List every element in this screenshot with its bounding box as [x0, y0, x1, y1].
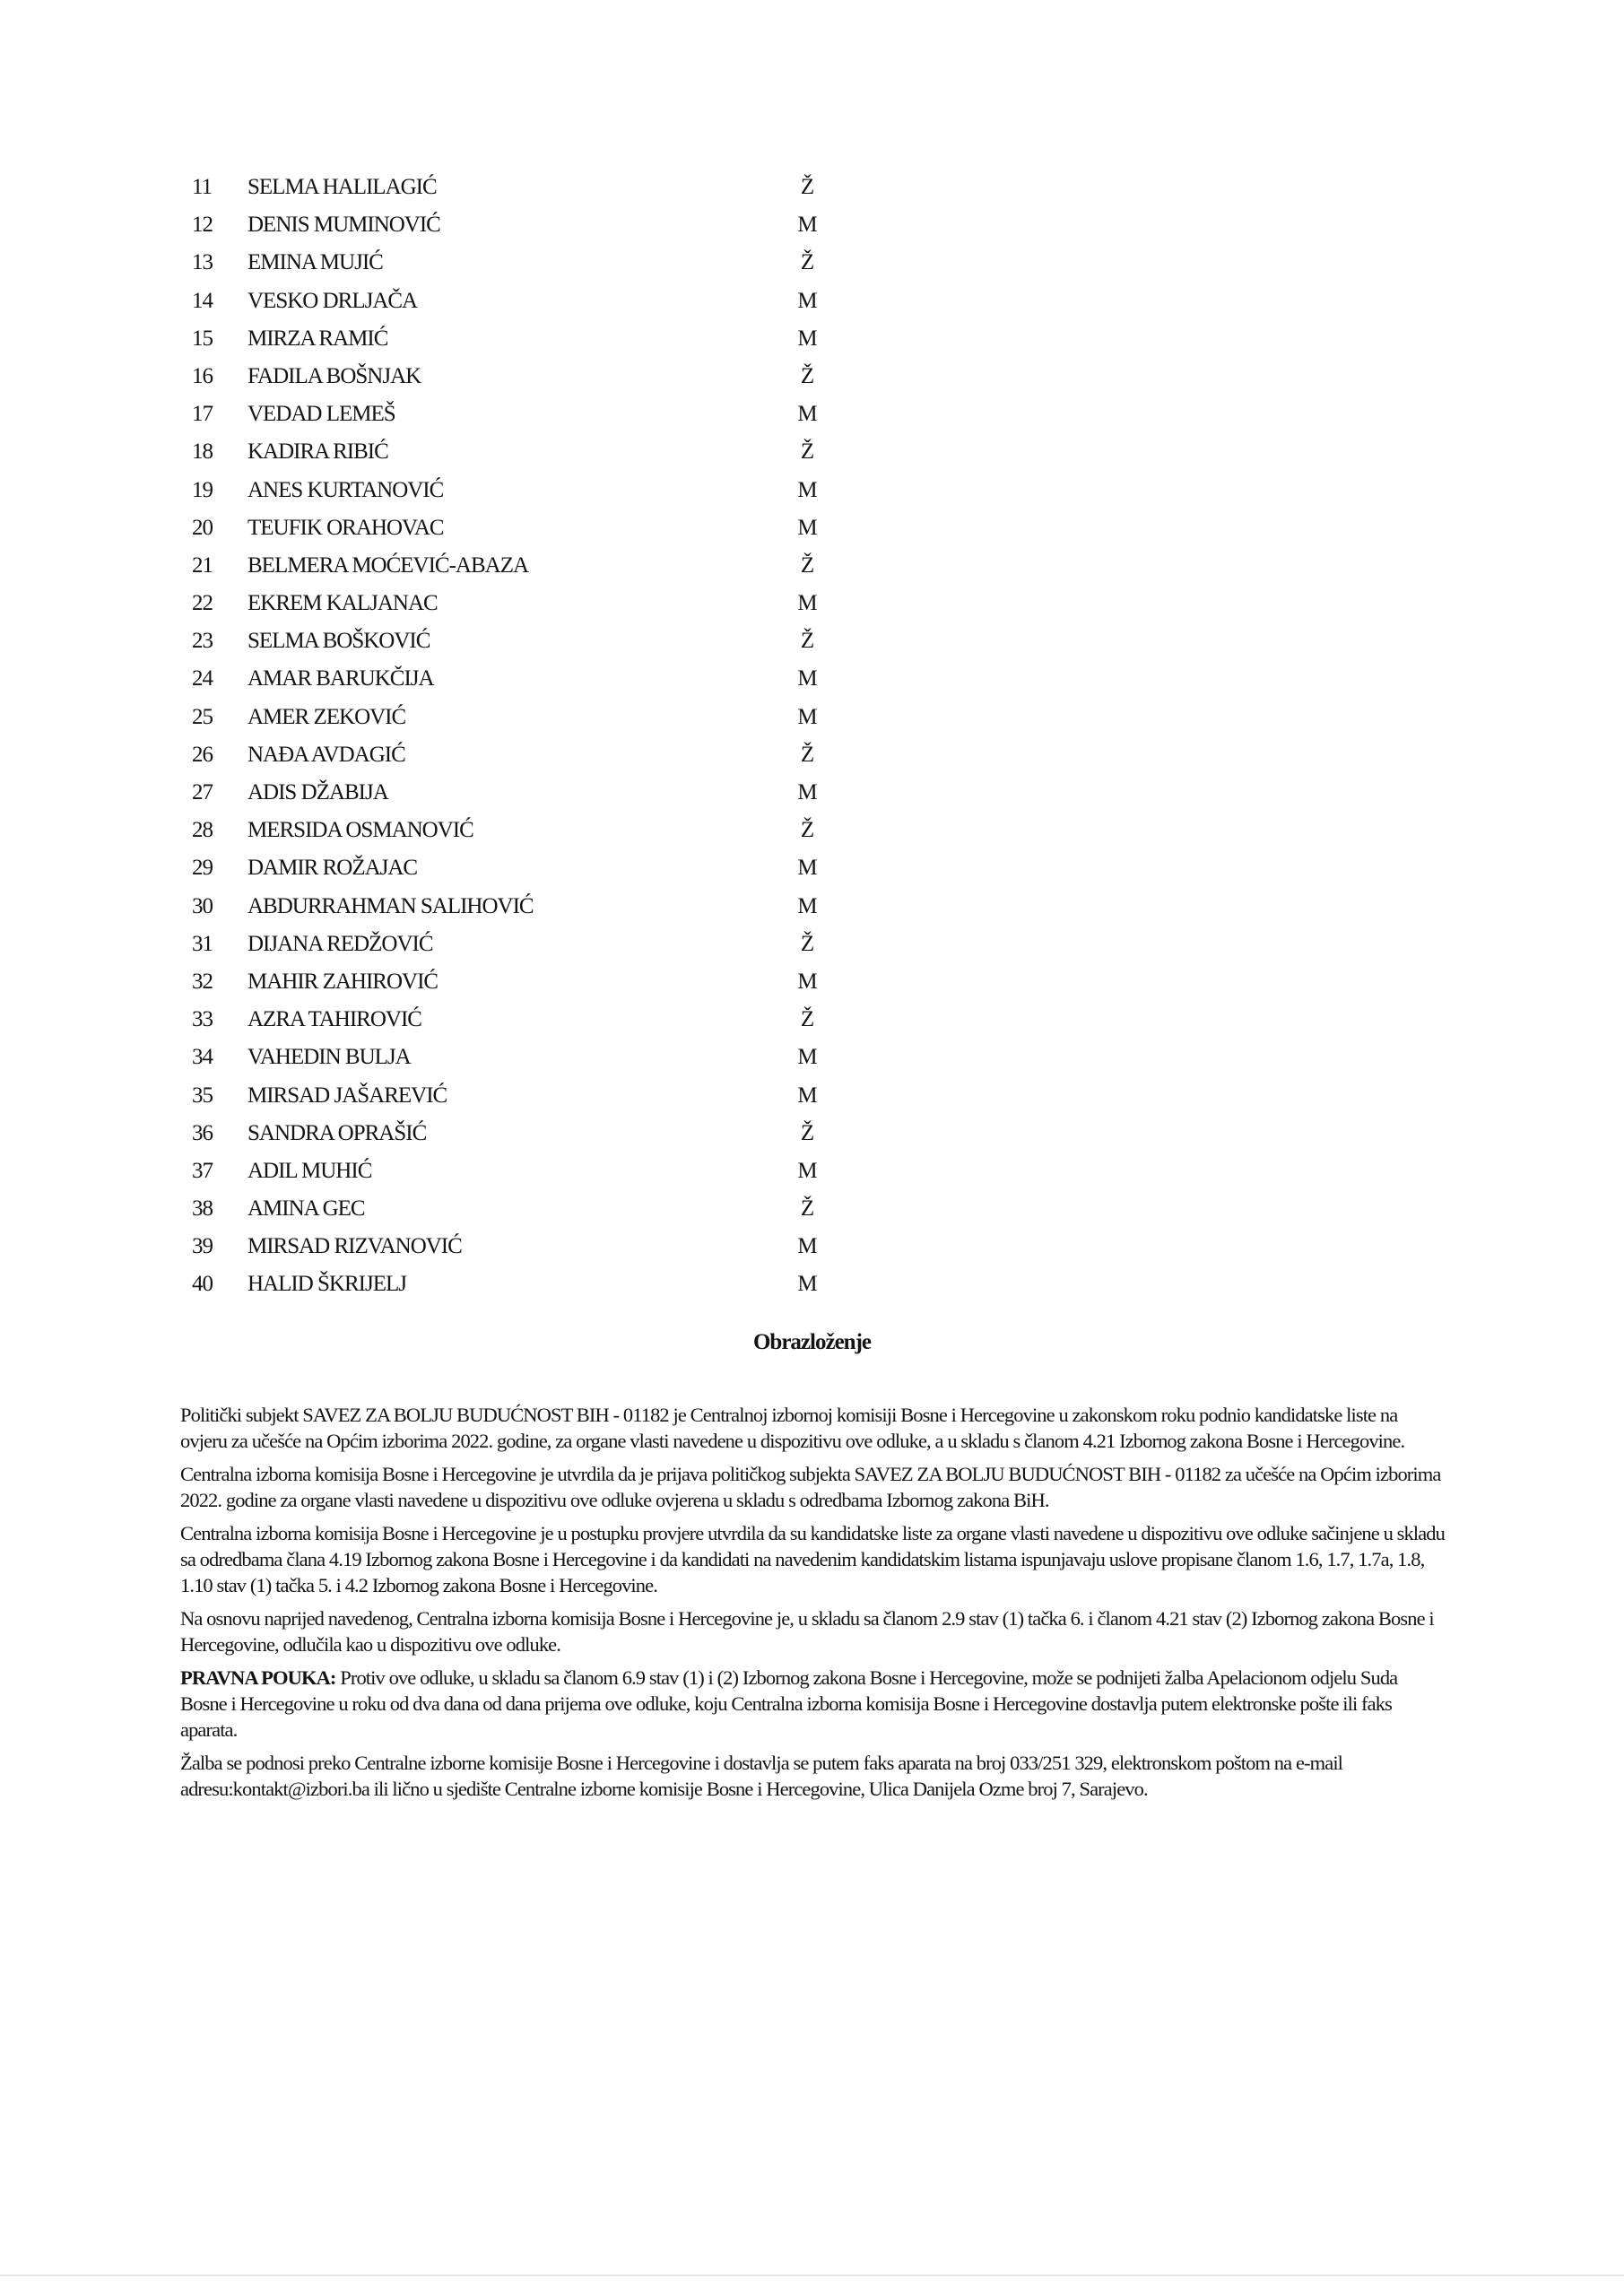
- candidate-row: [179, 1039, 861, 1076]
- candidate-row: [179, 1152, 861, 1190]
- candidate-number: 27: [192, 780, 213, 804]
- candidate-gender: M: [797, 969, 817, 994]
- candidate-row: [179, 660, 861, 698]
- candidate-name: ANES KURTANOVIĆ: [248, 477, 444, 502]
- candidate-row: [179, 472, 861, 509]
- candidate-name: BELMERA MOĆEVIĆ-ABAZA: [248, 552, 529, 578]
- candidate-gender: Ž: [800, 1007, 814, 1032]
- candidate-name: SELMA BOŠKOVIĆ: [248, 629, 430, 654]
- candidate-name: VEDAD LEMEŠ: [248, 402, 395, 427]
- candidate-number: 17: [192, 402, 213, 427]
- candidate-name: SANDRA OPRAŠIĆ: [248, 1120, 427, 1145]
- legal-remedy-label: PRAVNA POUKA:: [180, 1666, 336, 1689]
- candidate-number: 14: [192, 288, 213, 313]
- candidate-gender: M: [797, 515, 817, 540]
- candidate-gender: Ž: [800, 175, 814, 199]
- candidate-row: [179, 926, 861, 963]
- candidate-number: 34: [192, 1045, 213, 1070]
- candidate-number: 21: [192, 552, 213, 578]
- candidate-gender: M: [797, 591, 817, 616]
- candidate-number: 13: [192, 250, 213, 275]
- candidate-row: [179, 1077, 861, 1115]
- candidate-row: [179, 1190, 861, 1228]
- candidate-row: [179, 736, 861, 774]
- candidate-row: [179, 963, 861, 1001]
- candidate-name: AMER ZEKOVIĆ: [248, 704, 406, 729]
- candidate-gender: M: [797, 780, 817, 804]
- candidate-gender: M: [797, 288, 817, 313]
- candidate-number: 37: [192, 1158, 213, 1183]
- candidate-name: ADIS DŽABIJA: [248, 780, 388, 804]
- candidate-row: [179, 1265, 861, 1303]
- candidate-row: [179, 699, 861, 736]
- candidate-name: ABDURRAHMAN SALIHOVIĆ: [248, 893, 534, 918]
- candidate-name: MIRSAD JAŠAREVIĆ: [248, 1083, 447, 1108]
- candidate-row: [179, 206, 861, 244]
- explanation-text: [180, 1402, 1445, 1809]
- candidate-gender: Ž: [800, 1120, 814, 1145]
- candidate-row: [179, 396, 861, 433]
- explanation-paragraph: Centralna izborna komisija Bosne i Hercegovine je utvrdila da je prijava političkog subjekta SAVEZ ZA BOLJU BUDUĆNOST BIH - 01182 za učešće na Općim izborima 2022. godine za organe vlasti navedene u dispozitivu ove odluke ovjerena u skladu s odredbama Izbornog zakona BiH.: [180, 1463, 1441, 1511]
- candidate-gender: M: [797, 1234, 817, 1259]
- candidate-name: AZRA TAHIROVIĆ: [248, 1007, 421, 1032]
- candidate-name: ADIL MUHIĆ: [248, 1158, 372, 1183]
- candidate-name: MAHIR ZAHIROVIĆ: [248, 969, 439, 994]
- candidate-row: [179, 812, 861, 849]
- candidate-gender: M: [797, 1045, 817, 1070]
- candidate-name: DENIS MUMINOVIĆ: [248, 213, 440, 238]
- candidate-number: 36: [192, 1120, 213, 1145]
- candidate-name: EKREM KALJANAC: [248, 591, 438, 616]
- legal-remedy-text: Protiv ove odluke, u skladu sa članom 6.9 stav (1) i (2) Izbornog zakona Bosne i Hercegovine, može se podnijeti žalba Apelacionom odjelu Suda Bosne i Hercegovine u roku od dva dana od dana prijema ove odluke, koju Centralna izborna komisija Bosne i Hercegovine dostavlja putem elektronske pošte ili faks aparata.: [180, 1666, 1398, 1741]
- candidate-gender: M: [797, 402, 817, 427]
- candidate-name: EMINA MUJIĆ: [248, 250, 383, 275]
- candidate-gender: Ž: [800, 629, 814, 654]
- candidate-number: 23: [192, 629, 213, 654]
- candidate-gender: M: [797, 477, 817, 502]
- candidate-name: MIRSAD RIZVANOVIĆ: [248, 1234, 462, 1259]
- candidate-gender: Ž: [800, 818, 814, 843]
- candidate-gender: M: [797, 1158, 817, 1183]
- section-title: Obrazloženje: [752, 1330, 871, 1354]
- candidate-gender: M: [797, 1083, 817, 1108]
- candidate-row: [179, 622, 861, 660]
- explanation-paragraph: Centralna izborna komisija Bosne i Hercegovine je u postupku provjere utvrdila da su kandidatske liste za organe vlasti navedene u dispozitivu ove odluke sačinjene u skladu sa odredbama člana 4.19 Izbornog zakona Bosne i Hercegovine i da kandidati na navedenim kandidatskim listama ispunjavaju uslove propisane članom 1.6, 1.7, 1.7a, 1.8, 1.10 stav (1) tačka 5. i 4.2 Izbornog zakona Bosne i Hercegovine.: [180, 1522, 1445, 1596]
- candidate-row: [179, 283, 861, 320]
- candidate-number: 33: [192, 1007, 213, 1032]
- candidate-number: 39: [192, 1234, 213, 1259]
- candidate-name: MERSIDA OSMANOVIĆ: [248, 818, 473, 843]
- candidate-gender: Ž: [800, 742, 814, 767]
- candidate-row: [179, 1115, 861, 1152]
- candidate-number: 18: [192, 439, 213, 465]
- candidate-number: 22: [192, 591, 213, 616]
- candidate-gender: M: [797, 213, 817, 238]
- explanation-paragraph: Na osnovu naprijed navedenog, Centralna izborna komisija Bosne i Hercegovine je, u skladu sa članom 2.9 stav (1) tačka 6. i članom 4.21 stav (2) Izbornog zakona Bosne i Hercegovine, odlučila kao u dispozitivu ove odluke.: [180, 1607, 1434, 1656]
- candidate-number: 20: [192, 515, 213, 540]
- candidate-row: [179, 849, 861, 887]
- candidate-row: [179, 774, 861, 812]
- candidate-gender: Ž: [800, 250, 814, 275]
- candidate-gender: Ž: [800, 931, 814, 956]
- explanation-paragraph: Politički subjekt SAVEZ ZA BOLJU BUDUĆNOST BIH - 01182 je Centralnoj izbornoj komisiji Bosne i Hercegovine u zakonskom roku podnio kandidatske liste na ovjeru za učešće na Općim izborima 2022. godine, za organe vlasti navedene u dispozitivu ove odluke, a u skladu s članom 4.21 Izbornog zakona Bosne i Hercegovine.: [180, 1404, 1405, 1452]
- candidate-row: [179, 244, 861, 282]
- candidate-name: KADIRA RIBIĆ: [248, 439, 388, 465]
- candidate-row: [179, 509, 861, 547]
- candidate-gender: M: [797, 893, 817, 918]
- candidate-gender: M: [797, 856, 817, 881]
- candidate-number: 19: [192, 477, 213, 502]
- candidate-number: 11: [192, 175, 213, 199]
- candidate-number: 15: [192, 326, 213, 351]
- candidate-name: AMAR BARUKČIJA: [248, 666, 434, 691]
- candidate-name: TEUFIK ORAHOVAC: [248, 515, 444, 540]
- candidate-row: [179, 320, 861, 358]
- candidate-list: [179, 169, 861, 1304]
- candidate-gender: M: [797, 704, 817, 729]
- candidate-name: DIJANA REDŽOVIĆ: [248, 931, 433, 956]
- page-bottom-rule: [0, 2274, 1624, 2276]
- candidate-name: DAMIR ROŽAJAC: [248, 856, 418, 881]
- candidate-gender: Ž: [800, 363, 814, 388]
- candidate-gender: Ž: [800, 552, 814, 578]
- candidate-name: VAHEDIN BULJA: [248, 1045, 411, 1070]
- candidate-number: 12: [192, 213, 213, 238]
- candidate-gender: Ž: [800, 1196, 814, 1222]
- candidate-row: [179, 433, 861, 471]
- candidate-gender: M: [797, 326, 817, 351]
- legal-remedy-paragraph: [180, 1665, 1445, 1743]
- candidate-name: MIRZA RAMIĆ: [248, 326, 388, 351]
- candidate-number: 40: [192, 1272, 213, 1297]
- candidate-row: [179, 1001, 861, 1039]
- candidate-gender: M: [797, 1272, 817, 1297]
- candidate-number: 31: [192, 931, 213, 956]
- candidate-name: VESKO DRLJAČA: [248, 288, 418, 313]
- candidate-number: 24: [192, 666, 213, 691]
- candidate-name: SELMA HALILAGIĆ: [248, 175, 437, 199]
- candidate-name: FADILA BOŠNJAK: [248, 363, 421, 388]
- candidate-row: [179, 888, 861, 926]
- candidate-number: 32: [192, 969, 213, 994]
- candidate-number: 30: [192, 893, 213, 918]
- candidate-row: [179, 1228, 861, 1265]
- candidate-row: [179, 169, 861, 206]
- candidate-number: 28: [192, 818, 213, 843]
- candidate-name: AMINA GEC: [248, 1196, 365, 1222]
- candidate-row: [179, 358, 861, 396]
- candidate-number: 26: [192, 742, 213, 767]
- candidate-row: [179, 547, 861, 585]
- candidate-row: [179, 585, 861, 622]
- candidate-number: 16: [192, 363, 213, 388]
- candidate-gender: M: [797, 666, 817, 691]
- candidate-name: HALID ŠKRIJELJ: [248, 1272, 406, 1297]
- candidate-gender: Ž: [800, 439, 814, 465]
- candidate-number: 29: [192, 856, 213, 881]
- candidate-number: 38: [192, 1196, 213, 1222]
- appeal-paragraph: Žalba se podnosi preko Centralne izborne komisije Bosne i Hercegovine i dostavlja se putem faks aparata na broj 033/251 329, elektronskom poštom na e-mail adresu:kontakt@izbori.ba ili lično u sjedište Centralne izborne komisije Bosne i Hercegovine, Ulica Danijela Ozme broj 7, Sarajevo.: [180, 1752, 1343, 1800]
- candidate-number: 25: [192, 704, 213, 729]
- candidate-name: NAĐA AVDAGIĆ: [248, 742, 405, 767]
- candidate-number: 35: [192, 1083, 213, 1108]
